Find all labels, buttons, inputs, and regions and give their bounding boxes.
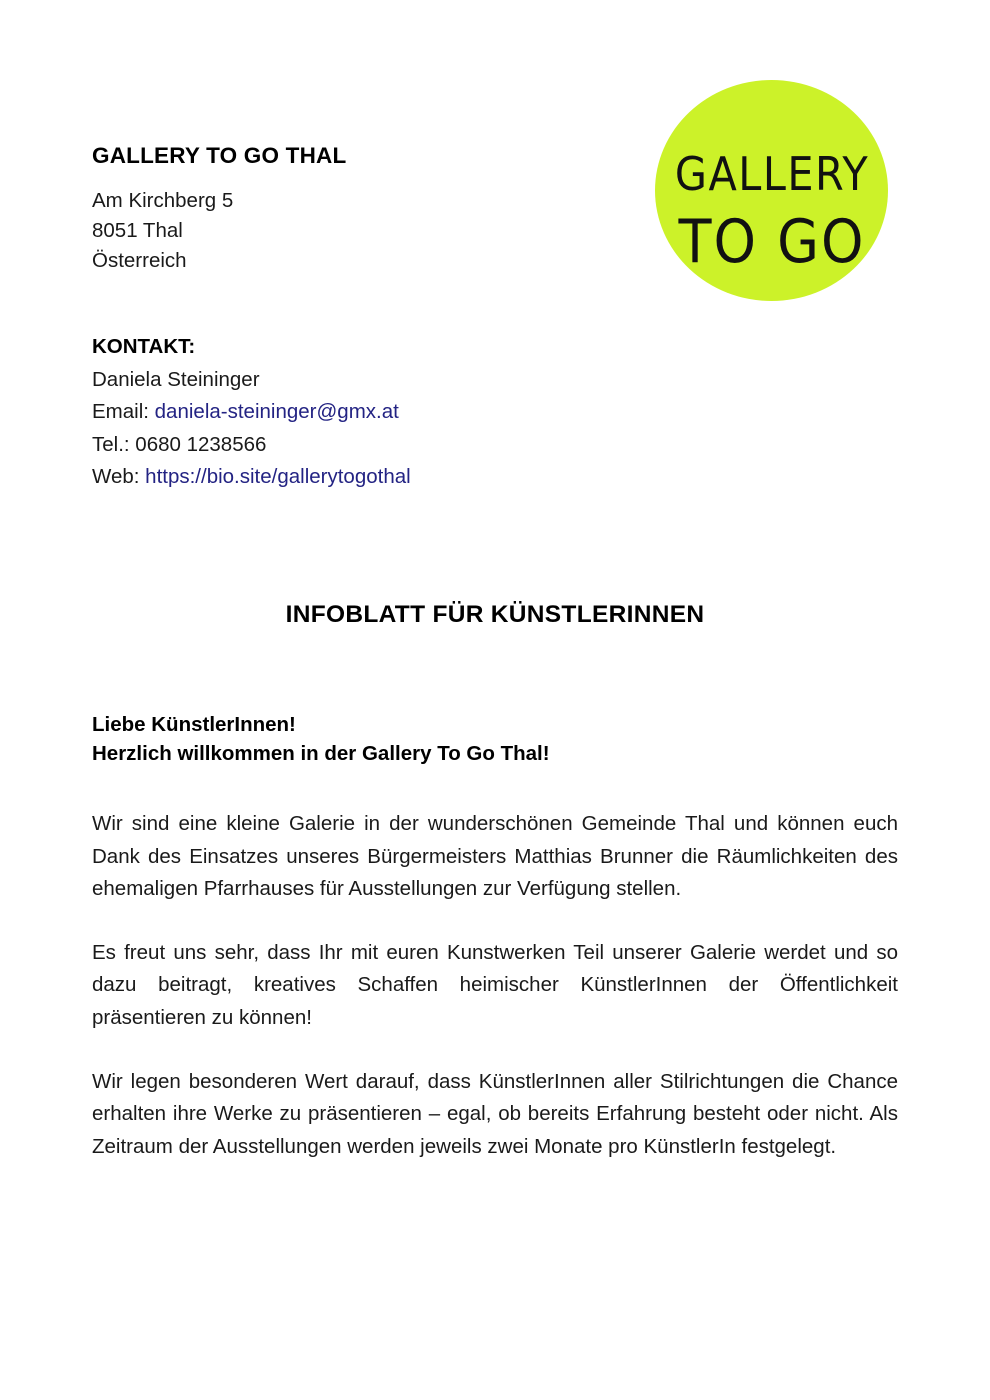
- contact-web-label: Web:: [92, 465, 146, 488]
- gallery-logo: [655, 80, 888, 301]
- address-line-city: 8051 Thal: [92, 219, 183, 242]
- contact-block: [92, 331, 411, 494]
- contact-tel-label: Tel.:: [92, 432, 136, 456]
- greeting-line-2: Herzlich willkommen in der Gallery To Go Thal!: [92, 742, 550, 765]
- paragraph: Wir sind eine kleine Galerie in der wunderschönen Gemeinde Thal und können euch Dank des Einsatzes unseres Bürgermeisters Matthias Brunner die Räumlichkeiten des ehemaligen Pfarrhauses für Ausstellungen zur Verfügung stellen.: [92, 812, 898, 901]
- page-title: INFOBLATT FÜR KÜNSTLERINNEN: [285, 601, 705, 628]
- logo-line-2: TO GO: [678, 207, 866, 277]
- contact-tel-value: 0680 1238566: [135, 432, 267, 456]
- greeting-line-1: Liebe KünstlerInnen!: [92, 713, 296, 736]
- contact-email-link[interactable]: daniela-steininger@gmx.at: [154, 400, 399, 423]
- contact-email-label: Email:: [92, 400, 155, 423]
- logo-line-1: GALLERY: [674, 147, 870, 201]
- contact-heading: KONTAKT:: [92, 335, 196, 358]
- contact-email-row: [92, 396, 411, 429]
- organisation-name: GALLERY TO GO THAL: [92, 143, 347, 168]
- paragraph: Wir legen besonderen Wert darauf, dass KünstlerInnen aller Stilrichtungen die Chance erhalten ihre Werke zu präsentieren – egal, ob bereits Erfahrung besteht oder nicht. Als Zeitraum der Ausstellungen werden jeweils zwei Monate pro KünstlerIn festgelegt.: [92, 1069, 898, 1158]
- address-line-street: Am Kirchberg 5: [92, 189, 234, 212]
- contact-person: Daniela Steininger: [92, 367, 260, 391]
- paragraph: Es freut uns sehr, dass Ihr mit euren Kunstwerken Teil unserer Galerie werdet und so dazu beitragt, kreatives Schaffen heimischer KünstlerInnen der Öffentlichkeit präsentieren zu können!: [92, 940, 898, 1029]
- contact-web-link[interactable]: https://bio.site/gallerytogothal: [145, 465, 411, 488]
- logo-lettering: [655, 80, 888, 301]
- body-copy: [92, 808, 898, 1163]
- contact-web-row: [92, 461, 411, 494]
- contact-tel-row: [92, 429, 411, 462]
- address-line-country: Österreich: [92, 249, 187, 272]
- greeting-block: [92, 710, 898, 768]
- address-block: [92, 186, 233, 276]
